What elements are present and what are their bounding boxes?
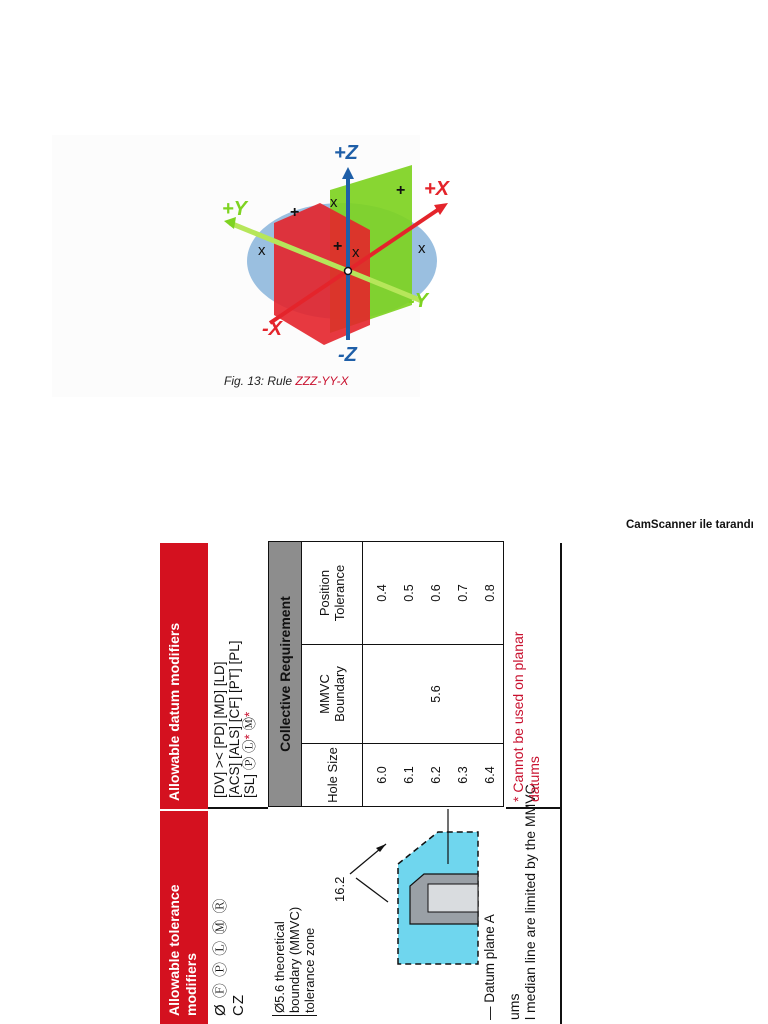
position-tol: 0.7 [455, 584, 470, 602]
collective-title: Collective Requirement [269, 542, 302, 806]
neg-x-label: -X [262, 318, 282, 340]
neg-z-label: -Z [338, 344, 357, 366]
figure-panel [52, 135, 450, 397]
svg-text:x: x [352, 244, 360, 261]
caption-prefix: Fig. 13: Rule [224, 374, 296, 388]
note-line-2: datums [526, 756, 542, 802]
bottom-line-1: ums [506, 993, 522, 1020]
header-mmvc: MMVC Boundary [302, 645, 363, 744]
hole-size: 6.1 [395, 744, 422, 807]
bottom-text [506, 784, 538, 1020]
pos-y-label: +Y [222, 198, 248, 220]
svg-text:x: x [258, 242, 266, 259]
tolerance-header: Allowable tolerance modifiers [160, 809, 208, 1024]
tolerance-cz: CZ [230, 994, 247, 1016]
tolerance-symbols: Ø Ⓕ Ⓟ Ⓛ Ⓜ Ⓡ [212, 897, 229, 1016]
pos-z-label: +Z [334, 142, 358, 164]
tz-line-3: tolerance zone [302, 927, 317, 1013]
tz-line-2: boundary (MMVC) [287, 906, 302, 1013]
svg-text:+: + [396, 182, 406, 199]
hole-size: 6.0 [363, 744, 396, 807]
datum-plane-label: — Datum plane A [482, 914, 497, 1020]
figure-caption [224, 374, 348, 388]
datum-line-2: [ACS] [ALS] [CF] [PT] [PL] [227, 640, 242, 798]
hole-size: 6.2 [422, 744, 449, 807]
datum-line-1: [DV] >< [PD] [MD] [LD] [212, 661, 227, 798]
position-tol: 0.8 [482, 584, 497, 602]
collective-table [302, 542, 503, 806]
tolerance-zone-label [272, 907, 317, 1016]
tz-line-1: Ø5.6 theoretical [272, 921, 287, 1013]
dimension-value: 16.2 [332, 876, 347, 902]
caption-rule: ZZZ-YY-X [295, 374, 349, 388]
bottom-rule [560, 543, 562, 1024]
datum-star: * [242, 734, 257, 740]
datum-modifiers [212, 548, 257, 798]
hole-size: 6.4 [476, 744, 503, 807]
part-drawing [328, 809, 478, 1024]
position-tol: 0.5 [401, 584, 416, 602]
mmvc-value: 5.6 [363, 645, 504, 744]
divider [208, 808, 268, 810]
header-hole-size: Hole Size [302, 744, 363, 807]
header-position-tol: Position Tolerance [302, 542, 363, 645]
svg-text:x: x [418, 240, 426, 257]
bottom-line-2: l median line are limited by the MMVC [522, 784, 538, 1020]
note-line-1: * Cannot be used on planar [510, 631, 526, 802]
svg-text:x: x [330, 194, 338, 211]
datum-reference-frame-diagram [52, 135, 450, 397]
position-tol: 0.6 [428, 584, 443, 602]
datum-line-3-m: Ⓜ [242, 716, 257, 735]
datum-star: * [242, 711, 257, 717]
svg-text:+: + [333, 238, 343, 255]
collective-requirement-table [268, 541, 504, 807]
neg-y-label: -Y [408, 290, 428, 312]
datum-header: Allowable datum modifiers [160, 543, 208, 809]
tolerance-modifiers [212, 897, 248, 1016]
table-row [363, 542, 396, 806]
datum-line-3 [242, 548, 257, 798]
pos-x-label: +X [424, 178, 450, 200]
sheet-content [160, 543, 604, 1024]
rotated-sheet [160, 543, 604, 1024]
planar-datum-note [510, 547, 542, 802]
scanner-stamp: CamScanner ile tarandı [626, 519, 754, 531]
datum-line-3-prefix: [SL] Ⓟ Ⓛ [242, 739, 257, 798]
position-tol: 0.4 [374, 584, 389, 602]
svg-text:+: + [290, 204, 300, 221]
hole-size: 6.3 [449, 744, 476, 807]
